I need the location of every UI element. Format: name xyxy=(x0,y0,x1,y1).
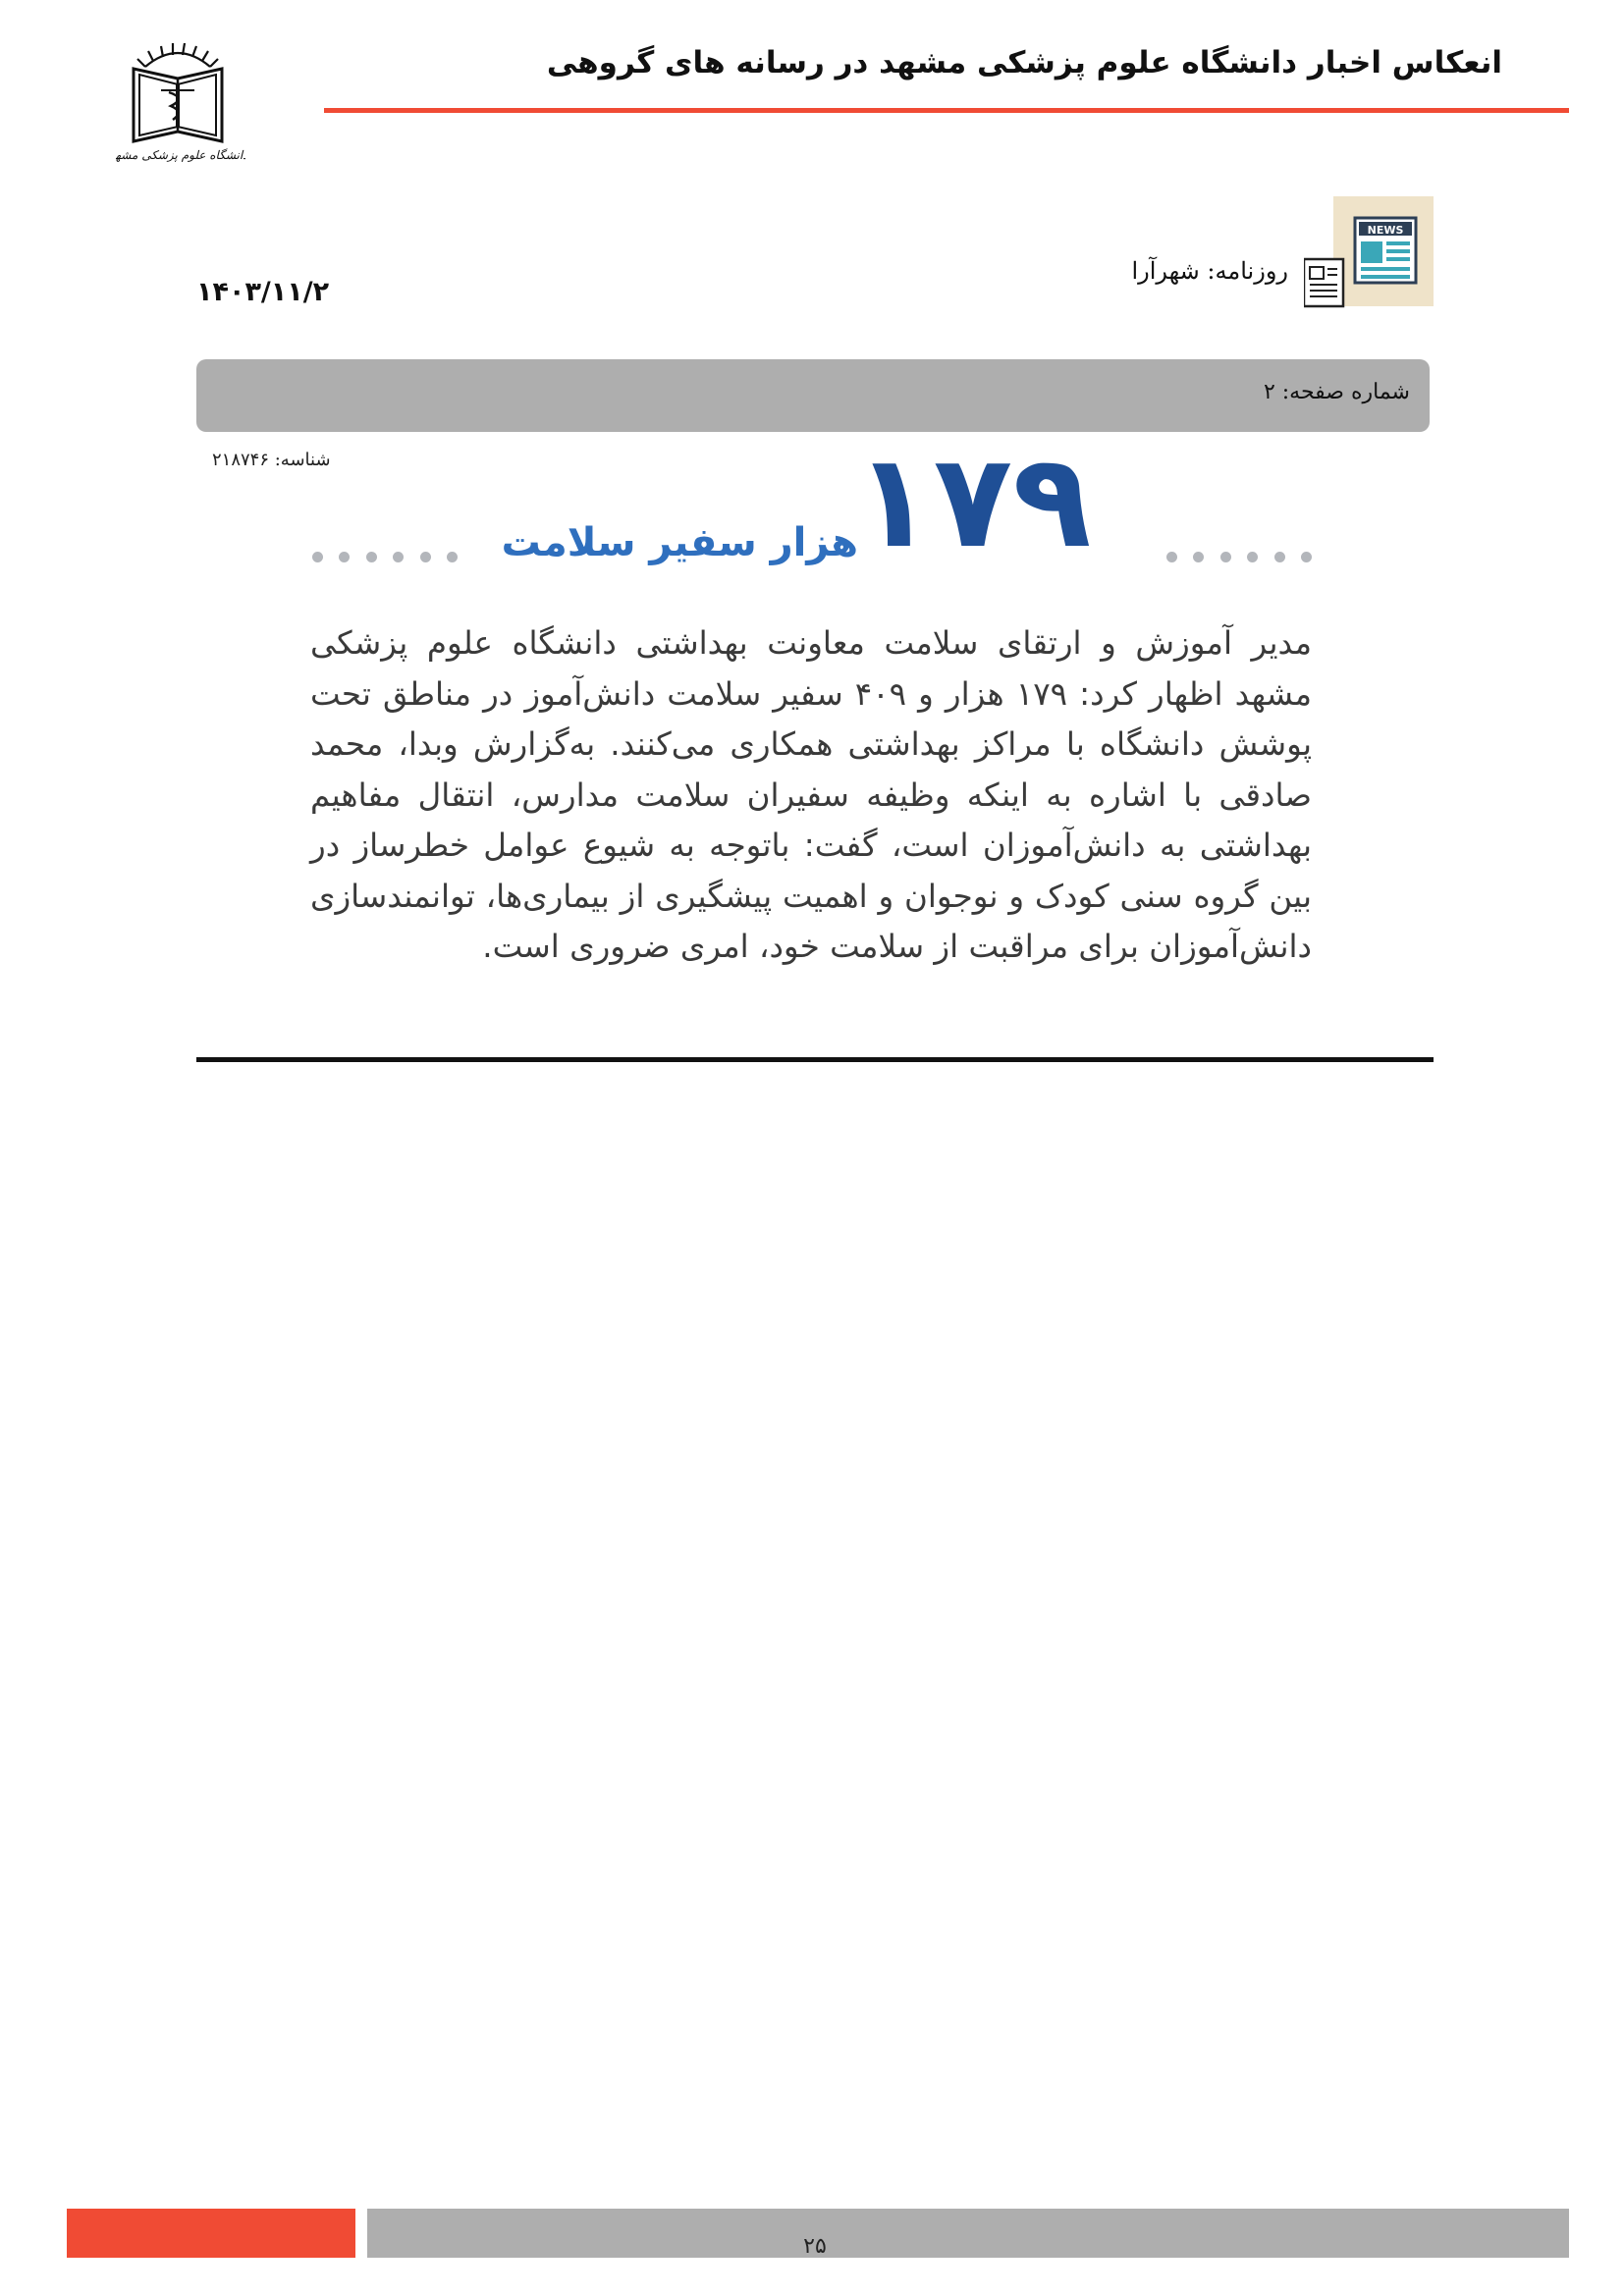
footer-bar xyxy=(367,2209,1569,2258)
clip-end-divider xyxy=(196,1057,1434,1062)
decorative-dots-right xyxy=(1166,550,1312,563)
decorative-dots-left xyxy=(312,550,458,563)
clip-body-text: مدیر آموزش و ارتقای سلامت معاونت بهداشتی دانشگاه علوم پزشکی مشهد اظهار کرد: ۱۷۹ هزار و ۴۰۹ سفیر سلامت دانش‌آموز در مناطق تحت پوشش دانشگاه با مراکز بهداشتی همکاری می‌کنند. به‌گزارش وبدا، محمد صادقی با اشاره به اینکه وظیفه سفیران سلامت مدارس، انتقال مفاهیم بهداشتی به دانش‌آموزان است، گفت: باتوجه به شیوع عوامل خطرساز در بین گروه سنی کودک و نوجوان و اهمیت پیشگیری از بیماری‌ها، توانمندسازی دانش‌آموزان برای مراقبت از سلامت خود، امری ضروری است. xyxy=(310,624,1313,965)
issue-date: ۱۴۰۳/۱۱/۲ xyxy=(196,277,330,307)
page-number: ۲۵ xyxy=(803,2234,827,2259)
svg-text:NEWS: NEWS xyxy=(1367,224,1404,237)
clip-headline-number: ۱۷۹ xyxy=(854,426,1092,577)
newspaper-name: روزنامه: شهرآرا xyxy=(1131,257,1288,285)
newspaper-icon xyxy=(1304,196,1434,310)
page-number-label: شماره صفحه: ۲ xyxy=(1263,380,1410,404)
page-number-bar xyxy=(196,359,1430,432)
university-logo xyxy=(116,33,245,163)
header-divider xyxy=(324,108,1569,113)
page-header-title: انعکاس اخبار دانشگاه علوم پزشکی مشهد در رسانه های گروهی xyxy=(546,45,1502,80)
university-emblem-icon xyxy=(116,33,245,163)
footer-accent-bar xyxy=(67,2209,355,2258)
clip-identifier: شناسه: ۲۱۸۷۴۶ xyxy=(212,450,331,470)
clip-headline: هزار سفیر سلامت xyxy=(501,520,858,565)
svg-text:دانشگاه علوم پزشکی مشهد: دانشگاه علوم پزشکی مشهد xyxy=(116,148,245,162)
